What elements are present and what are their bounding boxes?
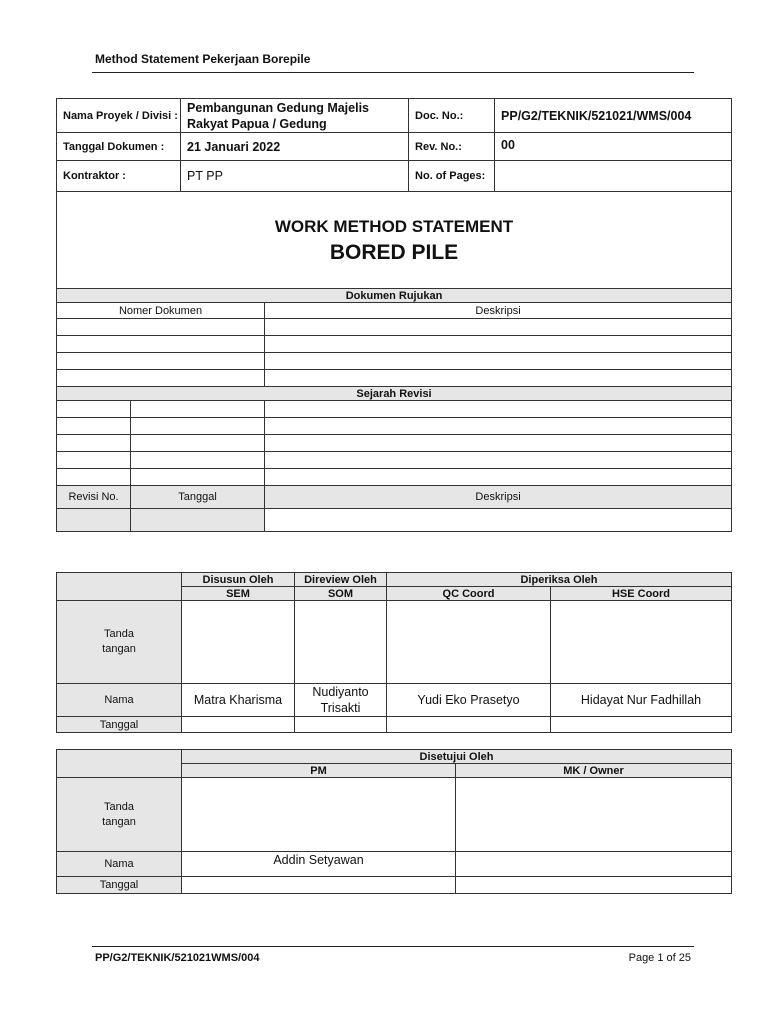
role-pm: PM: [182, 764, 456, 778]
reference-row: [57, 353, 732, 370]
role-qc: QC Coord: [387, 587, 551, 601]
revisions-col-date: Tanggal: [131, 486, 265, 509]
date-label: Tanggal Dokumen :: [63, 140, 165, 153]
references-col-number: Nomer Dokumen: [57, 303, 265, 319]
header-rule: [92, 72, 694, 73]
project-value: Pembangunan Gedung Majelis Rakyat Papua / Gedung: [187, 100, 370, 131]
contractor-label: Kontraktor :: [63, 170, 126, 182]
reference-row: [57, 319, 732, 336]
pages-label: No. of Pages:: [415, 170, 486, 182]
page-header-title: Method Statement Pekerjaan Borepile: [95, 52, 311, 66]
revisions-col-description: Deskripsi: [265, 486, 732, 509]
name-qc: Yudi Eko Prasetyo: [387, 684, 551, 717]
approved-by-header: Disetujui Oleh: [182, 750, 732, 764]
doc-no-label-cell: [409, 99, 495, 133]
signature-label-line1: Tanda: [104, 628, 134, 640]
revision-row: [57, 418, 732, 435]
reference-row: [57, 336, 732, 353]
reference-row: [57, 370, 732, 387]
role-sem: SEM: [182, 587, 295, 601]
references-col-description: Deskripsi: [265, 303, 732, 319]
revision-row: [57, 435, 732, 452]
contractor-value: PT PP: [187, 169, 223, 183]
checked-by-header: Diperiksa Oleh: [387, 573, 732, 587]
revision-footer-row: [57, 509, 732, 532]
footer-page-number: Page 1 of 25: [628, 952, 691, 964]
signature-label-line2: tangan: [102, 815, 136, 828]
heading-line1: WORK METHOD STATEMENT: [274, 217, 514, 236]
name-som-line2: Trisakti: [320, 701, 361, 715]
signature-box-qc: [387, 601, 551, 684]
footer-doc-code: PP/G2/TEKNIK/521021WMS/004: [95, 952, 260, 964]
name-hse: Hidayat Nur Fadhillah: [551, 684, 732, 717]
name-label: Nama: [57, 684, 182, 717]
signature-box-sem: [182, 601, 295, 684]
date-value: 21 Januari 2022: [187, 139, 281, 154]
role-som: SOM: [295, 587, 387, 601]
doc-no-value: PP/G2/TEKNIK/521021/WMS/004: [501, 108, 692, 123]
approval-table-1: [56, 572, 732, 733]
revisions-col-rev-no: Revisi No.: [57, 486, 131, 509]
rev-label: Rev. No.:: [415, 140, 462, 153]
prepared-by-header: Disusun Oleh: [182, 573, 295, 587]
signature-box-hse: [551, 601, 732, 684]
name-owner: [456, 852, 732, 877]
role-hse: HSE Coord: [551, 587, 732, 601]
signature-box-owner: [456, 778, 732, 852]
revision-row: [57, 452, 732, 469]
role-owner: MK / Owner: [456, 764, 732, 778]
references-section-title: Dokumen Rujukan: [57, 289, 732, 303]
signature-box-pm: [182, 778, 456, 852]
rev-value: 00: [501, 138, 515, 152]
revisions-section-title: Sejarah Revisi: [57, 387, 732, 401]
date-label: Tanggal: [57, 877, 182, 894]
revision-row: [57, 401, 732, 418]
footer-rule: [92, 946, 694, 947]
project-label: Nama Proyek / Divisi :: [63, 109, 178, 122]
name-som: [295, 684, 387, 717]
name-som-line1: Nudiyanto: [312, 685, 369, 699]
signature-label-line1: Tanda: [104, 800, 134, 813]
signature-label: [57, 778, 182, 852]
document-heading: [57, 192, 732, 289]
name-label: Nama: [57, 852, 182, 877]
revision-row: [57, 469, 732, 486]
name-sem: Matra Kharisma: [182, 684, 295, 717]
doc-no-label: Doc. No.:: [415, 109, 464, 122]
reviewed-by-header: Direview Oleh: [295, 573, 387, 587]
approval-table-2: [56, 749, 732, 894]
signature-box-som: [295, 601, 387, 684]
document-info-table: [56, 98, 732, 532]
signature-label: [57, 601, 182, 684]
name-pm: Addin Setyawan: [182, 852, 456, 877]
heading-line2: BORED PILE: [329, 241, 459, 264]
project-label-cell: [57, 99, 181, 133]
project-value-cell: [181, 99, 409, 133]
signature-label-line2: tangan: [102, 643, 136, 655]
date-label: Tanggal: [57, 717, 182, 733]
doc-no-value-cell: [495, 99, 732, 133]
